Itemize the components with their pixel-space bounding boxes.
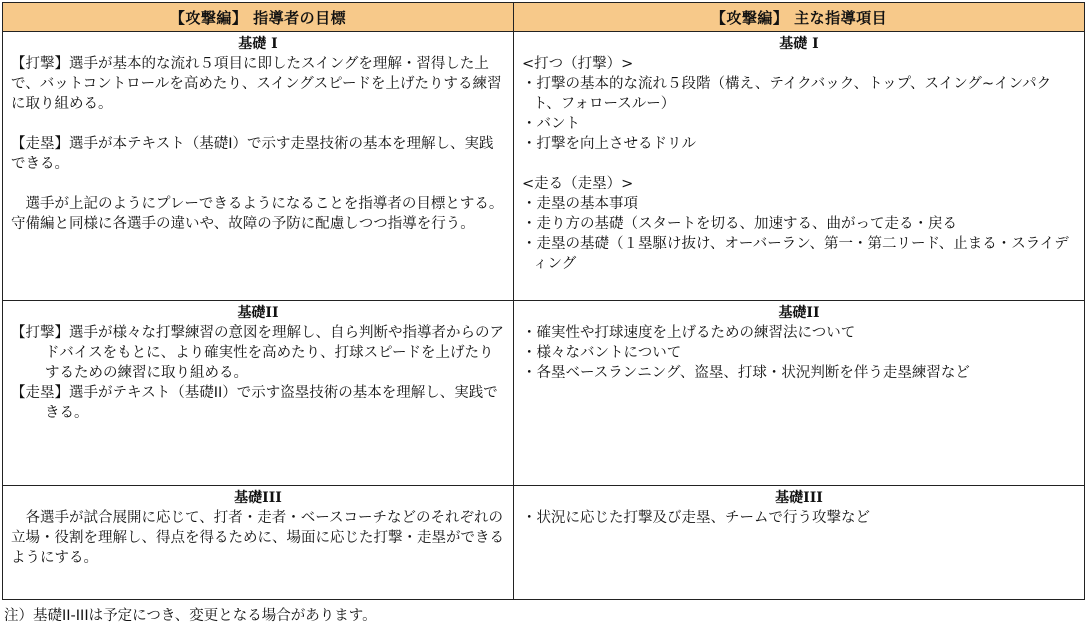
basics-3-goals-cell: [3, 486, 514, 599]
basics-2-items-title: 基礎II: [778, 305, 820, 321]
basics-3-goals-title: 基礎III: [234, 490, 282, 506]
basics-1-running-goal: 【走塁】選手が本テキスト（基礎Ⅰ）で示す走塁技術の基本を理解し、実践できる。: [11, 136, 494, 172]
basics-2-items-cell: [514, 301, 1084, 486]
batting-group-title: <打つ（打撃）>: [522, 56, 634, 72]
left-column-header: 【攻撃編】 指導者の目標: [3, 3, 514, 32]
list-item: ・走塁の基礎（１塁駆け抜け、オーバーラン、第一・第二リード、止まる・スライディング: [522, 236, 1069, 272]
basics-3-items-cell: [514, 486, 1084, 599]
basics-1-items-cell: [514, 32, 1084, 301]
list-item: ・様々なバントについて: [522, 345, 682, 361]
basics-1-goals-title: 基礎 I: [238, 36, 278, 52]
basics-3-items-title: 基礎III: [775, 490, 823, 506]
running-group-title: <走る（走塁）>: [522, 176, 634, 192]
basics-2-goals-title: 基礎II: [237, 305, 279, 321]
list-item: ・バント: [522, 116, 580, 132]
list-item: ・各塁ベースランニング、盗塁、打球・状況判断を伴う走塁練習など: [522, 365, 970, 381]
basics-1-items-title: 基礎 I: [779, 36, 819, 52]
list-item: ・走塁の基本事項: [522, 196, 638, 212]
list-item: ・打撃の基本的な流れ５段階（構え、テイクバック、トップ、スイング~インパクト、フォロースルー）: [522, 76, 1052, 112]
right-column-header: 【攻撃編】 主な指導項目: [514, 3, 1084, 32]
basics-1-batting-goal: 【打撃】選手が基本的な流れ５項目に即したスイングを理解・習得した上で、バットコントロールを高めたり、スイングスピードを上げたりする練習に取り組める。: [11, 56, 502, 112]
list-item: ・状況に応じた打撃及び走塁、チームで行う攻撃など: [522, 510, 870, 526]
basics-2-running-goal: 【走塁】選手がテキスト（基礎II）で示す盗塁技術の基本を理解し、実践できる。: [11, 385, 498, 421]
list-item: ・走り方の基礎（スタートを切る、加速する、曲がって走る・戻る: [522, 216, 957, 232]
basics-1-coach-goal: 選手が上記のようにプレーできるようになることを指導者の目標とする。守備編と同様に各選手の違いや、故障の予防に配慮しつつ指導を行う。: [11, 196, 504, 232]
basics-2-batting-goal: 【打撃】選手が様々な打撃練習の意図を理解し、自ら判断や指導者からのアドバイスをもとに、より確実性を高めたり、打球スピードを上げたりするための練習に取り組める。: [11, 325, 504, 381]
list-item: ・打撃を向上させるドリル: [522, 136, 696, 152]
goals-table: [2, 2, 1085, 600]
basics-2-goals-cell: [3, 301, 514, 486]
list-item: ・確実性や打球速度を上げるための練習法について: [522, 325, 856, 341]
basics-1-goals-cell: [3, 32, 514, 301]
basics-3-goal: 各選手が試合展開に応じて、打者・走者・ベースコーチなどのそれぞれの立場・役割を理解し、得点を得るために、場面に応じた打撃・走塁ができるようにする。: [11, 510, 504, 566]
footnote: 注）基礎II-IIIは予定につき、変更となる場合があります。: [4, 608, 377, 624]
